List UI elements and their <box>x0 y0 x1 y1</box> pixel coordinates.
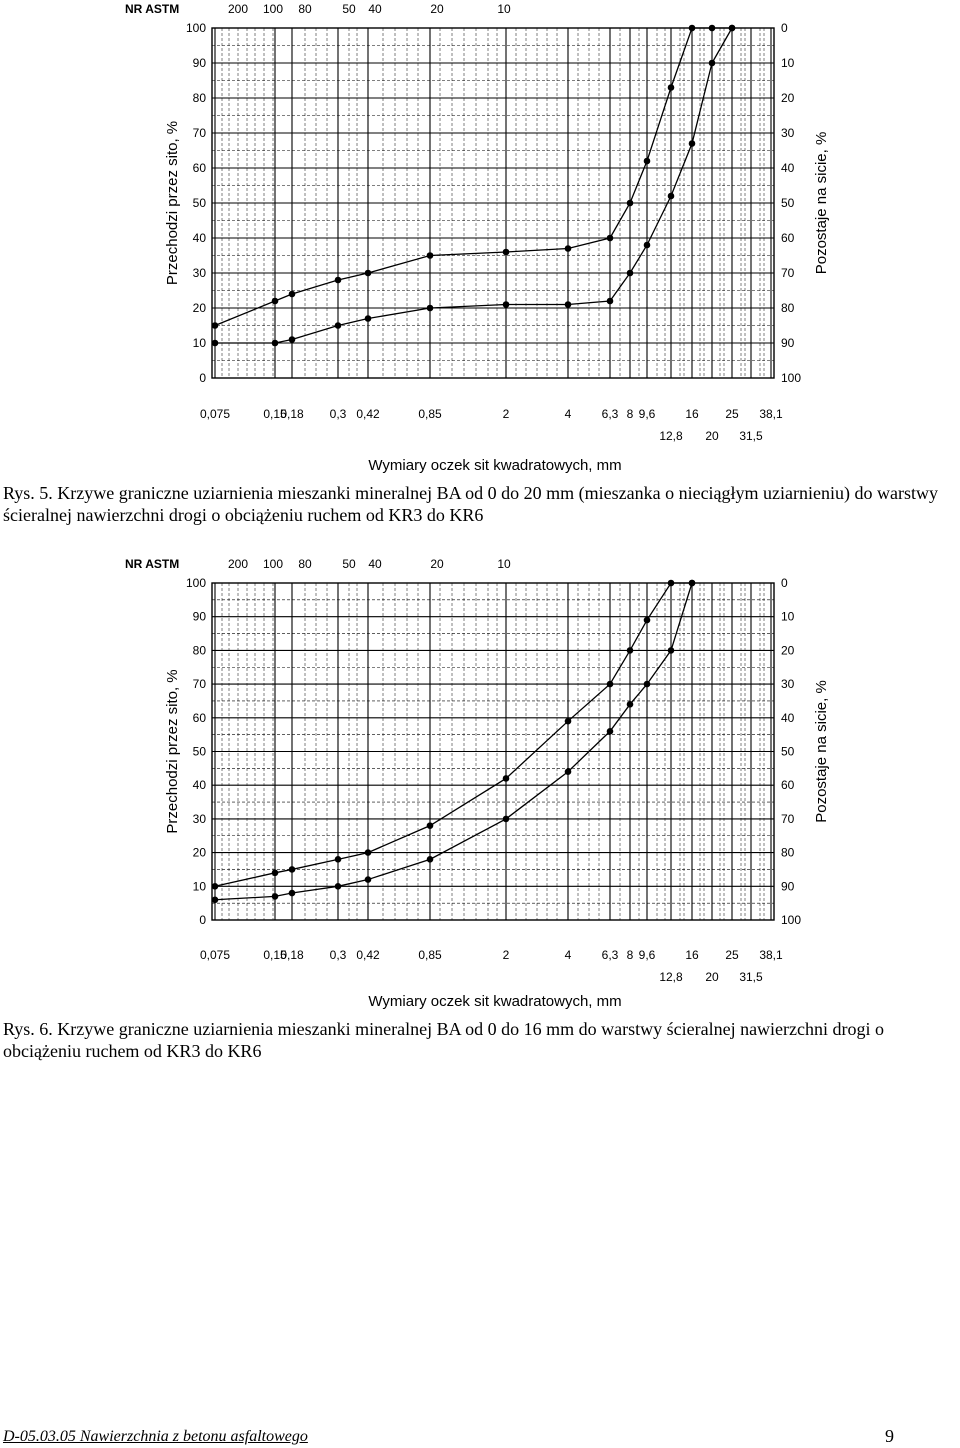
chart1-series-2-point <box>503 301 510 308</box>
chart2-series-1-point <box>365 849 372 856</box>
chart2-y2-tick: 40 <box>781 710 795 725</box>
chart2-series-2-point <box>627 701 634 708</box>
chart1-series-2-point <box>689 140 696 147</box>
chart1-series-2-point <box>365 315 372 322</box>
chart2-series-1-point <box>272 870 279 877</box>
chart1-y-tick: 90 <box>192 56 206 70</box>
chart2-x-tick: 0,85 <box>418 948 442 962</box>
chart2-series-2-point <box>212 896 219 903</box>
chart2-y2-tick: 10 <box>781 609 795 624</box>
chart2-x-tick: 6,3 <box>601 948 619 962</box>
chart2-series-1-point <box>565 718 572 725</box>
chart2-y2-tick: 90 <box>781 879 795 894</box>
chart2-y2-tick: 80 <box>781 845 795 860</box>
chart2-series-2-point <box>427 856 434 863</box>
chart2-series-1-point <box>644 617 651 624</box>
chart2-series-2-point <box>365 876 372 883</box>
chart1-astm-tick: 80 <box>298 2 312 16</box>
chart1-x-tick: 0,15 <box>263 407 287 421</box>
chart2-series-2-point <box>272 893 279 900</box>
chart1-astm-tick: 20 <box>430 2 444 16</box>
chart1-y-tick: 60 <box>192 161 206 175</box>
chart2-series-1-point <box>289 866 296 873</box>
chart1-series-1-point <box>627 200 634 207</box>
chart2-series-1-point <box>427 822 434 829</box>
chart2-astm-tick: 100 <box>262 557 284 571</box>
chart2-series-1-point <box>503 775 510 782</box>
chart2-series-2-point <box>565 768 572 775</box>
chart2-x-tick: 0,42 <box>356 948 380 962</box>
chart2-astm-tick: 80 <box>298 557 312 571</box>
chart1-y-tick: 0 <box>199 371 206 385</box>
chart1-series-1-point <box>503 249 510 256</box>
chart2-x-tick: 0,15 <box>263 948 287 962</box>
chart1-series-2-point <box>668 193 675 200</box>
chart1-series-1-point <box>689 25 696 32</box>
chart2-x-tick: 2 <box>502 948 510 962</box>
chart2-series-1-point <box>627 647 634 654</box>
chart1-y2-tick: 20 <box>781 91 795 105</box>
chart2-y-tick: 30 <box>192 811 206 826</box>
chart2-x-tick: 0,075 <box>199 948 231 962</box>
chart1-y2-tick: 100 <box>781 371 802 385</box>
chart1-series-1-point <box>335 277 342 284</box>
chart1-x-tick: 38,1 <box>759 407 783 421</box>
chart2-y2-axis-label: Pozostaje na sicie, % <box>813 680 830 823</box>
chart2-y-axis-label: Przechodzi przez sito, % <box>164 669 181 834</box>
chart2-y-tick: 60 <box>192 710 206 725</box>
chart2-series-1-point <box>335 856 342 863</box>
chart1-series-1-point <box>565 245 572 252</box>
chart2-astm-tick: 20 <box>430 557 444 571</box>
chart2-x-tick: 0,3 <box>329 948 347 962</box>
chart1-y2-tick: 80 <box>781 301 795 315</box>
chart1-y2-tick: 50 <box>781 196 795 210</box>
chart2-y-tick: 80 <box>192 643 206 658</box>
chart1-y-tick: 10 <box>192 336 206 350</box>
chart1-y2-tick: 0 <box>781 21 788 35</box>
chart2-x-tick: 16 <box>685 948 699 962</box>
chart1-x-tick: 0,3 <box>329 407 347 421</box>
chart2-astm-label: NR ASTM <box>125 557 180 571</box>
chart2-y-tick: 40 <box>192 778 206 793</box>
chart2-series-2-point <box>689 580 696 587</box>
chart1-y-tick: 70 <box>192 126 206 140</box>
chart1-series-2-point <box>427 305 434 312</box>
chart1-y-tick: 30 <box>192 266 206 280</box>
chart1-astm-tick: 100 <box>262 2 284 16</box>
chart2-y-tick: 90 <box>192 609 206 624</box>
chart1-x-tick: 0,42 <box>356 407 380 421</box>
chart2-y2-tick: 20 <box>781 643 795 658</box>
chart1-x-tick: 25 <box>725 407 739 421</box>
chart1-x-tick-lower: 20 <box>705 429 719 443</box>
chart2-series-1-point <box>212 883 219 890</box>
chart1-x-tick: 0,85 <box>418 407 442 421</box>
chart2-astm-tick: 10 <box>497 557 511 571</box>
chart1-series-2-point <box>212 340 219 347</box>
chart2-series-2-point <box>644 681 651 688</box>
chart2-series-1-point <box>668 580 675 587</box>
chart1-series-1-point <box>365 270 372 277</box>
chart2-astm-tick: 200 <box>227 557 249 571</box>
chart1-astm-tick: 10 <box>497 2 511 16</box>
chart1-series-2-point <box>607 298 614 305</box>
chart2-x-tick: 8 <box>626 948 634 962</box>
chart1-y2-axis-label: Pozostaje na sicie, % <box>813 131 830 275</box>
chart2-series-2-point <box>607 728 614 735</box>
chart1-series-1-point <box>427 252 434 259</box>
chart2-series-1-point <box>607 681 614 688</box>
chart2-series-2-point <box>335 883 342 890</box>
chart1-x-tick-lower: 31,5 <box>739 429 763 443</box>
chart2-y2-tick: 50 <box>781 744 795 759</box>
grading-chart-fig6 <box>0 548 960 1013</box>
chart2-x-tick: 0,18 <box>280 948 304 962</box>
chart1-x-tick: 6,3 <box>601 407 619 421</box>
chart1-series-2-point <box>644 242 651 249</box>
chart1-x-tick: 0,18 <box>280 407 304 421</box>
chart2-series-2-point <box>503 816 510 823</box>
chart2-x-tick: 9,6 <box>638 948 656 962</box>
chart1-x-tick: 16 <box>685 407 699 421</box>
chart1-y2-tick: 40 <box>781 161 795 175</box>
chart1-y-axis-label: Przechodzi przez sito, % <box>164 120 181 286</box>
chart1-series-2-point <box>565 301 572 308</box>
chart2-series-2-point <box>668 647 675 654</box>
chart2-y-tick: 70 <box>192 677 206 692</box>
chart2-y-tick: 50 <box>192 744 206 759</box>
chart2-series-2-point <box>289 890 296 897</box>
chart1-x-tick: 2 <box>502 407 510 421</box>
chart2-x-tick: 25 <box>725 948 739 962</box>
figure-caption-fig5: Rys. 5. Krzywe graniczne uziarnienia mieszanki mineralnej BA od 0 do 20 mm (mieszanka o nieciągłym uziarnieniu) do warstwy ścieralnej nawierzchni drogi o obciążeniu ruchem od KR3 do KR6 <box>3 483 938 525</box>
chart2-x-tick: 38,1 <box>759 948 783 962</box>
chart2-y2-tick: 70 <box>781 811 795 826</box>
chart1-series-1-point <box>668 84 675 91</box>
chart1-series-2-point <box>289 336 296 343</box>
chart2-x-tick: 4 <box>564 948 572 962</box>
chart2-y-tick: 20 <box>192 845 206 860</box>
chart1-series-2-point <box>709 60 716 67</box>
chart1-y2-tick: 60 <box>781 231 795 245</box>
chart1-astm-tick: 40 <box>368 2 382 16</box>
chart1-y2-tick: 90 <box>781 336 795 350</box>
chart2-y2-tick: 60 <box>781 778 795 793</box>
chart2-y-tick: 100 <box>185 576 206 590</box>
chart1-y-tick: 20 <box>192 301 206 315</box>
chart1-series-1-point <box>709 25 716 32</box>
chart1-y-tick: 100 <box>185 21 206 35</box>
chart1-series-2-point <box>335 322 342 329</box>
figure-caption-fig6: Rys. 6. Krzywe graniczne uziarnienia mieszanki mineralnej BA od 0 do 16 mm do warstwy ścieralnej nawierzchni drogi o obciążeniu ruchem od KR3 do KR6 <box>3 1019 885 1061</box>
grading-chart-fig5 <box>0 0 960 480</box>
chart1-x-tick-lower: 12,8 <box>659 429 683 443</box>
chart1-x-tick: 8 <box>626 407 634 421</box>
chart1-series-1-point <box>272 298 279 305</box>
chart1-x-tick: 0,075 <box>199 407 231 421</box>
chart1-series-2-point <box>272 340 279 347</box>
footer-document-title: D-05.03.05 Nawierzchnia z betonu asfaltowego <box>3 1428 308 1445</box>
chart1-astm-tick: 200 <box>227 2 249 16</box>
chart1-astm-tick: 50 <box>342 2 356 16</box>
chart1-x-tick: 9,6 <box>638 407 656 421</box>
chart1-series-1-point <box>212 322 219 329</box>
chart2-x-tick-lower: 31,5 <box>739 970 763 984</box>
chart1-series-1-point <box>607 235 614 242</box>
chart2-y2-tick: 30 <box>781 677 795 692</box>
chart2-y2-tick: 100 <box>781 913 802 927</box>
chart2-astm-tick: 40 <box>368 557 382 571</box>
chart1-series-1-point <box>644 158 651 165</box>
chart1-series-2-point <box>729 25 736 32</box>
chart2-y2-tick: 0 <box>781 576 788 590</box>
chart1-x-axis-label: Wymiary oczek sit kwadratowych, mm <box>368 457 622 474</box>
chart1-y2-tick: 70 <box>781 266 795 280</box>
chart1-y-tick: 40 <box>192 231 206 245</box>
chart2-astm-tick: 50 <box>342 557 356 571</box>
chart2-y-tick: 0 <box>199 913 206 927</box>
chart1-y-tick: 50 <box>192 196 206 210</box>
chart2-y-tick: 10 <box>192 879 206 894</box>
footer-page-number: 9 <box>885 1426 894 1446</box>
chart1-y-tick: 80 <box>192 91 206 105</box>
chart1-x-tick: 4 <box>564 407 572 421</box>
chart1-astm-label: NR ASTM <box>125 2 180 16</box>
chart2-x-tick-lower: 12,8 <box>659 970 683 984</box>
chart1-series-1-point <box>289 291 296 298</box>
chart1-y2-tick: 30 <box>781 126 795 140</box>
chart1-series-2-point <box>627 270 634 277</box>
chart2-x-tick-lower: 20 <box>705 970 719 984</box>
chart2-x-axis-label: Wymiary oczek sit kwadratowych, mm <box>368 993 622 1010</box>
chart1-y2-tick: 10 <box>781 56 795 70</box>
